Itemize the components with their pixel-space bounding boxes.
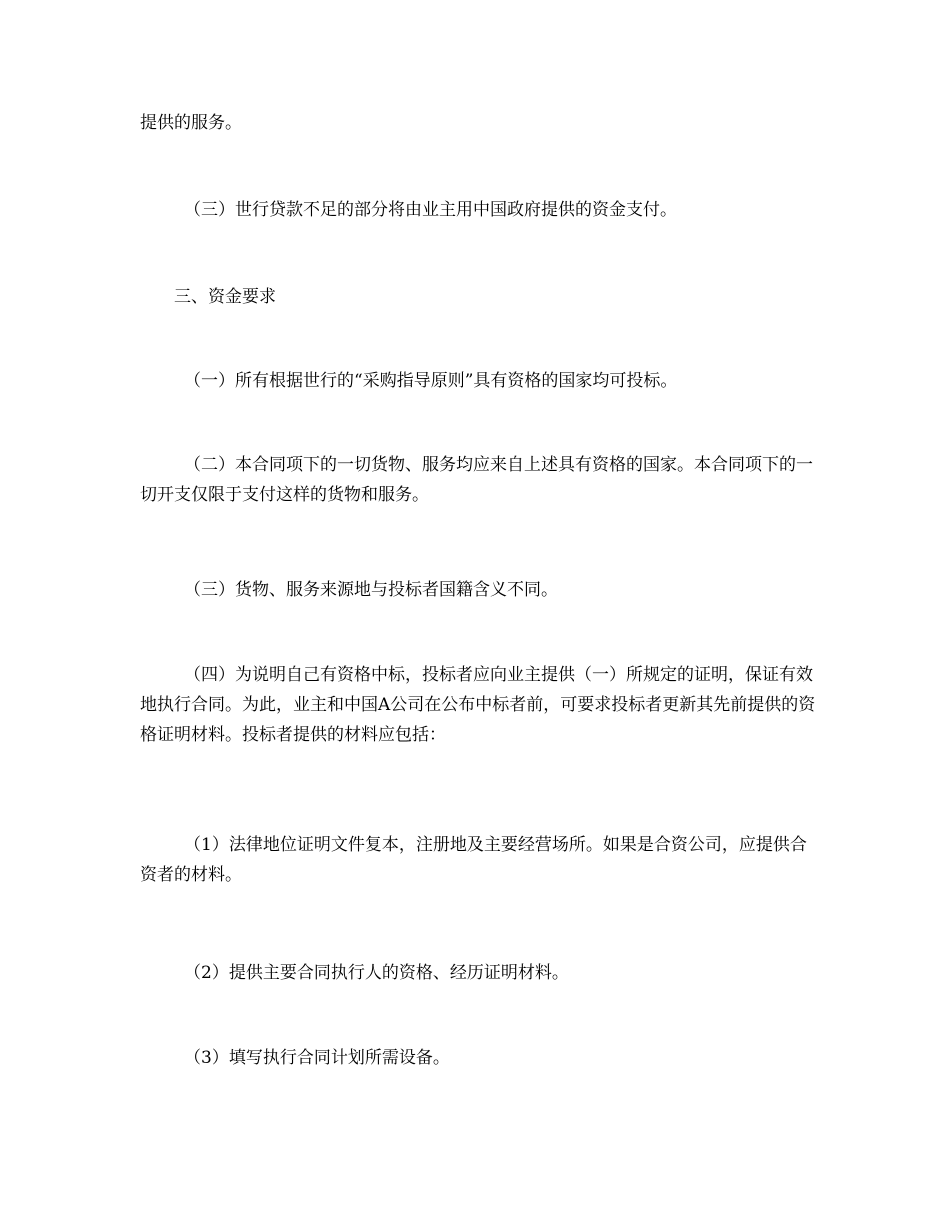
paragraph-item-3b: （三）货物、服务来源地与投标者国籍含义不同。 (184, 580, 558, 600)
paragraph-continuation: 提供的服务。 (140, 113, 242, 133)
list-item-2: （2）提供主要合同执行人的资格、经历证明材料。 (184, 963, 569, 983)
list-item-3: （3）填写执行合同计划所需设备。 (184, 1048, 450, 1068)
paragraph-item-2: （二）本合同项下的一切货物、服务均应来自上述具有资格的国家。本合同项下的一切开支仅限于支付这样的货物和服务。 (140, 455, 813, 505)
section-heading: 三、资金要求 (174, 287, 276, 307)
paragraph-item-4: （四）为说明自己有资格中标，投标者应向业主提供（一）所规定的证明，保证有效地执行合同。为此，业主和中国A公司在公布中标者前，可要求投标者更新其先前提供的资格证明材料。投标者提供的材料应包括： (140, 665, 816, 745)
paragraph-item-3: （三）世行贷款不足的部分将由业主用中国政府提供的资金支付。 (184, 200, 677, 220)
paragraph-item-1: （一）所有根据世行的“采购指导原则”具有资格的国家均可投标。 (184, 371, 678, 391)
list-item-1: （1）法律地位证明文件复本，注册地及主要经营场所。如果是合资公司，应提供合资者的材料。 (140, 835, 807, 885)
